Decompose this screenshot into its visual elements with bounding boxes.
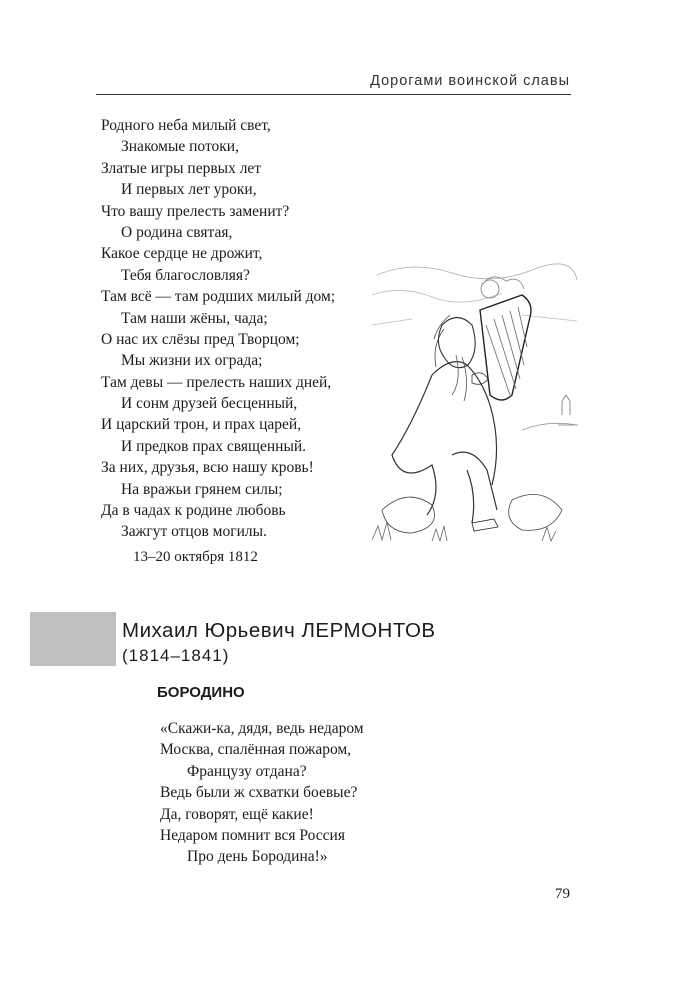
- verse-line: И сонм друзей бесценный,: [121, 395, 298, 413]
- verse-line: «Скажи-ка, дядя, ведь недаром: [160, 720, 364, 737]
- verse-line: За них, друзья, всю нашу кровь!: [101, 459, 314, 477]
- verse-line: Французу отдана?: [187, 762, 307, 780]
- verse-line: Там всё — там родших милый дом;: [101, 288, 336, 306]
- verse-line: Да в чадах к родине любовь: [101, 502, 286, 520]
- verse-line: На вражьи грянем силы;: [121, 480, 283, 498]
- verse-line: Зажгут отцов могилы.: [121, 523, 267, 541]
- verse-line: Там наши жёны, чада;: [121, 309, 268, 327]
- verse-line: Тебя благословляя?: [121, 266, 250, 284]
- verse-line: Недаром помнит вся Россия: [160, 826, 345, 844]
- verse-line: Ведь были ж схватки боевые?: [160, 784, 358, 802]
- author-years: (1814–1841): [122, 646, 230, 665]
- verse-line: И предков прах священный.: [121, 437, 307, 455]
- author-marker-block: [30, 612, 116, 666]
- first-poem: [101, 115, 335, 543]
- verse-line: И первых лет уроки,: [121, 181, 257, 199]
- verse-line: Родного неба милый свет,: [101, 117, 271, 134]
- verse-line: Про день Бородина!»: [187, 848, 328, 866]
- header-rule: [96, 94, 571, 95]
- verse-line: Златые игры первых лет: [101, 159, 262, 177]
- poem-title: БОРОДИНО: [157, 684, 245, 701]
- page-number: 79: [555, 886, 570, 902]
- running-header: Дорогами воинской славы: [370, 73, 570, 89]
- verse-line: И царский трон, и прах царей,: [101, 416, 302, 434]
- verse-line: О родина святая,: [121, 223, 233, 241]
- verse-line: Москва, спалённая пожаром,: [160, 741, 352, 759]
- verse-line: Мы жизни их ограда;: [121, 352, 263, 370]
- verse-line: Знакомые потоки,: [121, 138, 239, 156]
- verse-line: Да, говорят, ещё какие!: [160, 805, 314, 823]
- verse-line: Там девы — прелесть наших дней,: [101, 373, 332, 391]
- bard-with-gusli-illustration: [372, 255, 582, 545]
- verse-line: Какое сердце не дрожит,: [101, 245, 263, 263]
- verse-line: Что вашу прелесть заменит?: [101, 202, 290, 220]
- poem-date: 13–20 октября 1812: [133, 549, 258, 565]
- verse-line: О нас их слёзы пред Творцом;: [101, 330, 300, 348]
- second-poem: [160, 718, 364, 868]
- author-name: Михаил Юрьевич ЛЕРМОНТОВ: [122, 619, 436, 642]
